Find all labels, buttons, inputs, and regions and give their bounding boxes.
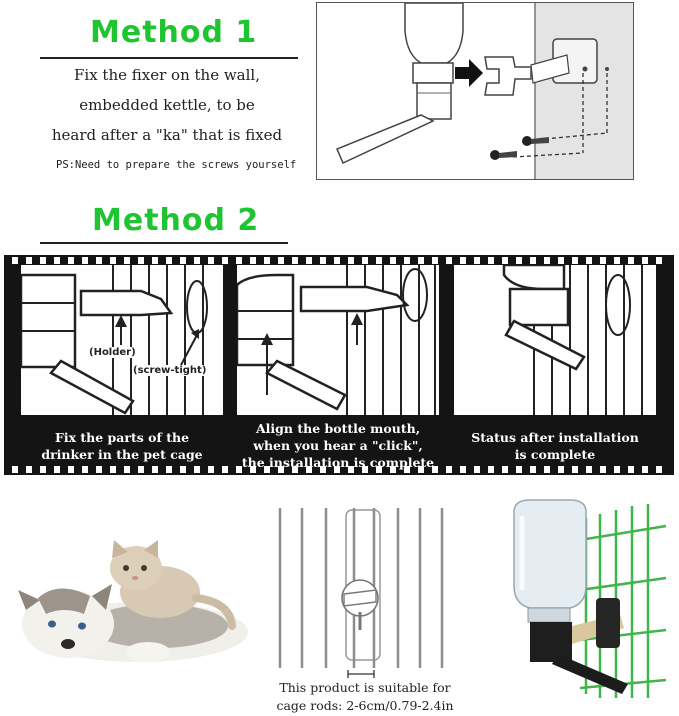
- film-sprocket-hole: [362, 257, 368, 264]
- frame-2-caption: [232, 420, 444, 471]
- film-sprocket-hole: [558, 257, 564, 264]
- film-sprocket-hole: [628, 257, 634, 264]
- film-sprocket-hole: [236, 257, 242, 264]
- method-1-line-3: heard after a "ka" that is fixed: [51, 126, 283, 144]
- frame-1-caption-line-2: drinker in the pet cage: [41, 447, 203, 462]
- film-sprocket-hole: [516, 466, 522, 473]
- wall-mount-illustration: [317, 3, 633, 179]
- film-sprocket-hole: [26, 257, 32, 264]
- film-sprocket-hole: [82, 257, 88, 264]
- film-sprocket-hole: [334, 257, 340, 264]
- film-sprocket-hole: [292, 257, 298, 264]
- film-sprocket-hole: [194, 257, 200, 264]
- method-1-line-2: embedded kettle, to be: [79, 96, 255, 114]
- film-sprocket-hole: [446, 257, 452, 264]
- method-1-wall-diagram: [316, 2, 634, 180]
- method-2-title: Method 2: [92, 203, 260, 238]
- film-sprocket-hole: [54, 466, 60, 473]
- film-sprocket-hole: [656, 466, 662, 473]
- frame-3-caption: [454, 429, 656, 463]
- frame-2-caption-line-1: Align the bottle mouth,: [255, 421, 421, 436]
- film-sprocket-hole: [418, 257, 424, 264]
- method-1-underline: [40, 57, 298, 59]
- frame-1-caption-line-1: Fix the parts of the: [54, 430, 190, 445]
- film-sprocket-hole: [208, 257, 214, 264]
- film-sprocket-hole: [208, 466, 214, 473]
- frame-1-caption: [21, 429, 223, 463]
- cage-rod-fit-line-1: This product is suitable for: [279, 680, 451, 695]
- film-sprocket-hole: [264, 257, 270, 264]
- screw-tight-label: (screw-tight): [133, 365, 207, 376]
- film-sprocket-hole: [110, 466, 116, 473]
- film-sprocket-hole: [446, 466, 452, 473]
- frame-2-caption-line-2: when you hear a "click",: [253, 438, 423, 453]
- installed-bottle-photo: [500, 494, 672, 700]
- film-sprocket-hole: [558, 466, 564, 473]
- film-sprocket-hole: [138, 257, 144, 264]
- film-sprocket-hole: [600, 466, 606, 473]
- film-sprocket-hole: [194, 466, 200, 473]
- cage-rod-fit-note: [250, 679, 480, 715]
- film-sprocket-hole: [642, 466, 648, 473]
- film-sprocket-hole: [320, 257, 326, 264]
- cage-rod-fit-line-2: cage rods: 2-6cm/0.79-2.4in: [276, 698, 454, 713]
- film-sprocket-hole: [516, 257, 522, 264]
- film-sprocket-hole: [96, 257, 102, 264]
- film-sprocket-hole: [54, 257, 60, 264]
- film-sprocket-hole: [124, 257, 130, 264]
- film-sprocket-hole: [488, 257, 494, 264]
- film-sprocket-hole: [474, 257, 480, 264]
- film-sprocket-hole: [222, 466, 228, 473]
- film-sprocket-hole: [68, 257, 74, 264]
- film-sprocket-hole: [474, 466, 480, 473]
- method-1-line-1: Fix the fixer on the wall,: [74, 66, 260, 84]
- film-sprocket-hole: [110, 257, 116, 264]
- method-1-title: Method 1: [90, 15, 258, 50]
- film-sprocket-hole: [502, 257, 508, 264]
- frame-3-caption-line-1: Status after installation: [471, 430, 639, 445]
- pets-illustration: [8, 540, 260, 670]
- frame-3-caption-line-2: is complete: [514, 447, 596, 462]
- film-sprocket-hole: [628, 466, 634, 473]
- film-sprocket-hole: [12, 466, 18, 473]
- frame-1-illustration: [21, 265, 223, 415]
- film-sprocket-hole: [572, 466, 578, 473]
- cage-rod-diagram: [270, 502, 450, 682]
- film-sprocket-hole: [40, 257, 46, 264]
- film-sprocket-hole: [180, 466, 186, 473]
- film-sprocket-hole: [166, 466, 172, 473]
- film-sprocket-hole: [530, 257, 536, 264]
- film-sprocket-hole: [656, 257, 662, 264]
- film-sprocket-hole: [222, 257, 228, 264]
- film-sprocket-hole: [432, 257, 438, 264]
- film-sprocket-hole: [306, 257, 312, 264]
- film-sprocket-hole: [544, 257, 550, 264]
- method-1-ps-note: PS:Need to prepare the screws yourself: [56, 159, 297, 171]
- frame-2-caption-line-3: the installation is complete: [241, 455, 435, 470]
- film-sprocket-hole: [26, 466, 32, 473]
- film-sprocket-hole: [68, 466, 74, 473]
- film-sprocket-hole: [530, 466, 536, 473]
- film-sprocket-hole: [278, 257, 284, 264]
- holder-label: (Holder): [89, 347, 136, 358]
- film-sprocket-hole: [488, 466, 494, 473]
- film-sprocket-hole: [404, 257, 410, 264]
- film-sprocket-hole: [572, 257, 578, 264]
- film-sprocket-hole: [614, 466, 620, 473]
- film-sprocket-hole: [152, 257, 158, 264]
- film-sprocket-hole: [96, 466, 102, 473]
- film-sprocket-hole: [348, 257, 354, 264]
- film-sprocket-hole: [502, 466, 508, 473]
- cage-rods-illustration: [270, 502, 450, 682]
- film-sprocket-hole: [586, 257, 592, 264]
- film-sprocket-hole: [376, 257, 382, 264]
- film-sprocket-hole: [642, 257, 648, 264]
- film-sprocket-hole: [460, 466, 466, 473]
- film-sprocket-hole: [12, 257, 18, 264]
- film-sprocket-hole: [40, 466, 46, 473]
- method-2-underline: [40, 242, 288, 244]
- film-sprocket-hole: [250, 257, 256, 264]
- film-sprocket-hole: [544, 466, 550, 473]
- film-sprocket-hole: [600, 257, 606, 264]
- film-sprocket-hole: [166, 257, 172, 264]
- puppy-and-kitten-photo: [8, 540, 260, 670]
- film-sprocket-hole: [614, 257, 620, 264]
- film-sprocket-hole: [460, 257, 466, 264]
- frame-2-illustration: [237, 265, 439, 415]
- film-sprocket-hole: [124, 466, 130, 473]
- frame-1-fix-parts: [21, 265, 223, 415]
- frame-3-illustration: [454, 265, 656, 415]
- bottle-on-cage-illustration: [500, 494, 672, 700]
- frame-3-installed: [454, 265, 656, 415]
- film-sprocket-hole: [138, 466, 144, 473]
- method-1-instructions: [22, 60, 312, 150]
- film-sprocket-hole: [82, 466, 88, 473]
- frame-2-align-bottle: [237, 265, 439, 415]
- installation-film-strip: [4, 255, 674, 475]
- film-sprocket-hole: [390, 257, 396, 264]
- film-sprocket-hole: [152, 466, 158, 473]
- film-sprocket-hole: [586, 466, 592, 473]
- film-sprocket-hole: [180, 257, 186, 264]
- screw-icon: [490, 150, 517, 160]
